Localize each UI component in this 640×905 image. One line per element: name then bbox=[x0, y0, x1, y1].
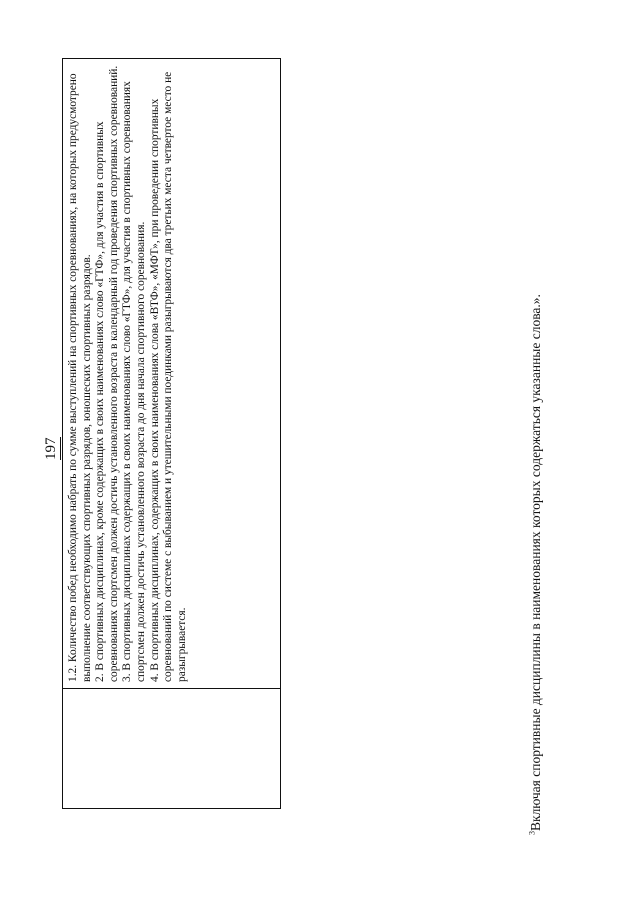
table-note-1-2: 1.2. Количество побед необходимо набрать по сумме выступлений на спортивных соревнованиях, на которых предусмотрено выполнение соответствующих спортивных разрядов, юношеских спортивных разрядов. bbox=[67, 73, 93, 682]
footnote bbox=[528, 155, 544, 835]
table-empty-cell bbox=[63, 688, 280, 808]
rules-table bbox=[62, 58, 281, 809]
table-note-3: 3. В спортивных дисциплинах содержащих в своих наименованиях слово «ГТФ», для участия в спортивных соревнованиях спортсмен должен достичь установленного возраста до дня начала спортивного соревнования. bbox=[121, 81, 147, 682]
footnote-marker: 3 bbox=[527, 831, 537, 835]
footnote-text: Включая спортивные дисциплины в наименованиях которых содержаться указанные слова.». bbox=[528, 294, 543, 831]
table-note-2: 2. В спортивных дисциплинах, кроме содержащих в своих наименованиях слово «ГТФ», для участия в спортивных соревнованиях спортсмен должен достичь установленного возраста в календарный год проведения спортивных соревнований. bbox=[94, 65, 120, 682]
table-content-cell bbox=[63, 59, 280, 688]
table-note-4: 4. В спортивных дисциплинах, содержащих в своих наименованиях слова «ВТФ», «МФТ», при проведении спортивных соревнований по системе с выбыванием и утешительными поединками разыгрываются два третьих места четвертое место не разыгрывается. bbox=[148, 71, 188, 682]
page-number: 197 bbox=[43, 437, 59, 460]
